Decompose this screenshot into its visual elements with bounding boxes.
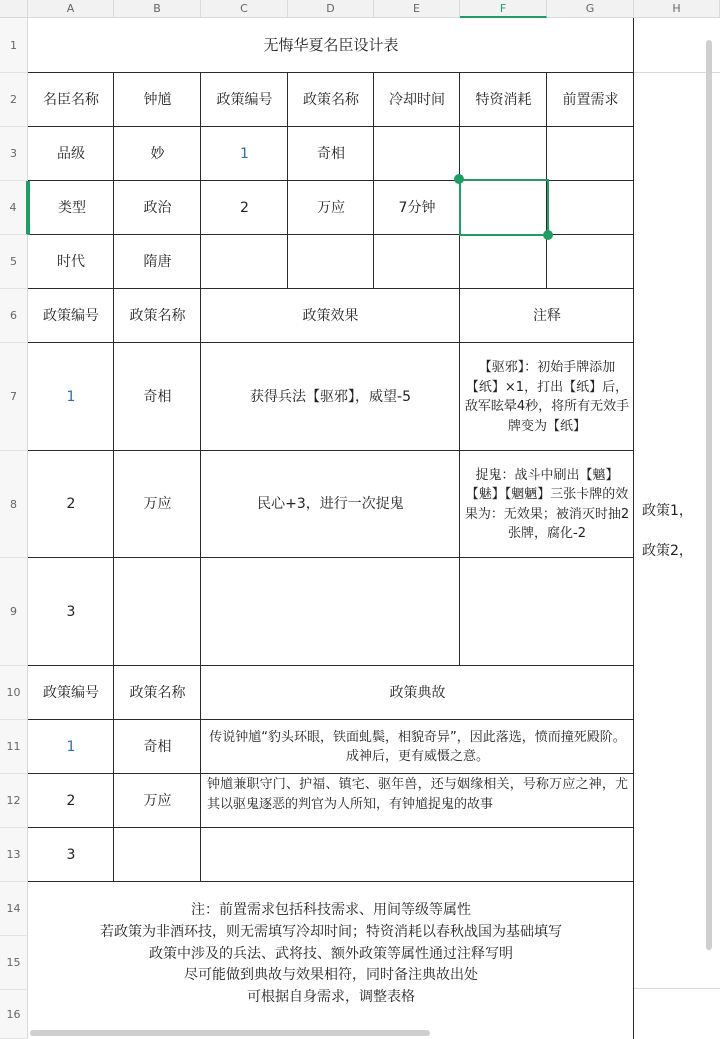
row-header-13[interactable]: 13 — [0, 828, 28, 882]
policy-2-note[interactable]: 捉鬼：战斗中刷出【魑】【魅】【魍魉】三张卡牌的效果为：无效果；被消灭时抽2张牌，腐化-2 — [464, 467, 630, 541]
cell-c3[interactable]: 1 — [240, 145, 249, 162]
cell-a10[interactable]: 政策编号 — [43, 684, 99, 701]
selected-cell-f4[interactable] — [459, 179, 549, 236]
cell-d3[interactable]: 奇相 — [317, 145, 345, 162]
cell-g2[interactable]: 前置需求 — [562, 91, 619, 108]
policy-3-effect[interactable] — [201, 558, 460, 666]
row-header-16[interactable]: 16 — [0, 990, 28, 1039]
cell-a5[interactable]: 时代 — [57, 253, 85, 270]
column-header-b[interactable]: B — [114, 0, 201, 18]
lore-2-text[interactable]: 钟馗兼职守门、护福、镇宅、驱年兽，还与姻缘相关，号称万应之神，尤其以驱鬼逐恶的判官为人所知，有钟馗捉鬼的故事 — [207, 777, 628, 812]
policy-2-number[interactable]: 2 — [66, 496, 76, 513]
row-header-15[interactable]: 15 — [0, 936, 28, 990]
row-header-2[interactable]: 2 — [0, 73, 28, 127]
selection-handle-bottom-right[interactable] — [543, 230, 553, 240]
policy-3-number[interactable]: 3 — [66, 603, 76, 620]
cell-f2[interactable]: 特资消耗 — [475, 91, 532, 108]
cell-h8-text-2[interactable]: 政策2， — [642, 543, 693, 559]
corner-cell[interactable] — [0, 0, 28, 18]
note-line-1: 注：前置需求包括科技需求、用间等级等属性 — [191, 902, 471, 919]
note-line-4: 尽可能做到典故与效果相符，同时备注典故出处 — [184, 967, 478, 984]
cell-b2[interactable]: 钟馗 — [143, 91, 172, 108]
sheet-title[interactable]: 无悔华夏名臣设计表 — [263, 35, 399, 54]
row-header-6[interactable]: 6 — [0, 289, 28, 343]
row-header-9[interactable]: 9 — [0, 558, 28, 666]
cell-h8-text-1[interactable]: 政策1， — [642, 503, 693, 519]
column-header-d[interactable]: D — [288, 0, 374, 18]
cell-d4[interactable]: 万应 — [317, 199, 345, 216]
lore-3-name[interactable] — [114, 828, 201, 882]
lore-1-number[interactable]: 1 — [66, 738, 76, 755]
column-header-e[interactable]: E — [374, 0, 460, 18]
cell-c2[interactable]: 政策编号 — [216, 91, 273, 108]
row-header-11[interactable]: 11 — [0, 720, 28, 774]
cell-e2[interactable]: 冷却时间 — [389, 91, 445, 108]
row-header-5[interactable]: 5 — [0, 235, 28, 289]
cell-a3[interactable]: 品级 — [57, 145, 85, 162]
row-header-14[interactable]: 14 — [0, 882, 28, 936]
cell-c6-merged[interactable]: 政策效果 — [302, 307, 359, 324]
cell-a6[interactable]: 政策编号 — [43, 307, 99, 324]
lore-2-number[interactable]: 2 — [66, 792, 76, 809]
cell-b3[interactable]: 妙 — [150, 145, 165, 162]
lore-3-text[interactable] — [201, 828, 634, 882]
column-header-h[interactable]: H — [634, 0, 720, 18]
row-header-7[interactable]: 7 — [0, 343, 28, 451]
lore-2-name[interactable]: 万应 — [143, 792, 172, 809]
lore-1-name[interactable]: 奇相 — [143, 738, 172, 755]
cell-b10[interactable]: 政策名称 — [129, 684, 186, 701]
cell-a4[interactable]: 类型 — [28, 181, 114, 235]
column-header-f[interactable]: F — [460, 0, 547, 18]
column-header-g[interactable]: G — [547, 0, 634, 18]
row-header-8[interactable]: 8 — [0, 451, 28, 558]
policy-1-number[interactable]: 1 — [66, 388, 76, 405]
horizontal-scrollbar[interactable] — [30, 1030, 430, 1036]
cell-f6-merged[interactable]: 注释 — [533, 307, 561, 324]
vertical-scrollbar[interactable] — [706, 40, 712, 950]
cell-b4[interactable]: 政治 — [143, 199, 172, 216]
cell-b6[interactable]: 政策名称 — [129, 307, 186, 324]
row-header-12[interactable]: 12 — [0, 774, 28, 828]
cell-c10-merged[interactable]: 政策典故 — [389, 684, 446, 701]
notes-cell[interactable] — [28, 882, 634, 1039]
policy-1-effect[interactable]: 获得兵法【驱邪】，威望-5 — [250, 388, 411, 405]
policy-2-effect[interactable]: 民心+3，进行一次捉鬼 — [257, 496, 404, 513]
policy-3-name[interactable] — [114, 558, 201, 666]
lore-1-text[interactable]: 传说钟馗“豹头环眼，铁面虬鬓，相貌奇异”，因此落选，愤而撞死殿阶。成神后，更有威慑之意。 — [209, 729, 626, 764]
column-header-c[interactable]: C — [201, 0, 288, 18]
cell-c4[interactable]: 2 — [240, 199, 249, 216]
policy-1-name[interactable]: 奇相 — [143, 388, 172, 405]
note-line-3: 政策中涉及的兵法、武将技、额外政策等属性通过注释写明 — [149, 945, 513, 962]
column-header-a[interactable]: A — [28, 0, 114, 18]
cell-a2[interactable]: 名臣名称 — [43, 91, 99, 108]
policy-1-note[interactable]: 【驱邪】：初始手牌添加【纸】×1，打出【纸】后，敌军眩晕4秒，将所有无效手牌变为【纸】 — [464, 360, 630, 434]
cell-d2[interactable]: 政策名称 — [303, 91, 359, 108]
selection-handle-top-left[interactable] — [454, 174, 464, 184]
cell-e4[interactable]: 7分钟 — [398, 199, 436, 216]
cell-b5[interactable]: 隋唐 — [143, 253, 172, 270]
row-header-4[interactable]: 4 — [0, 181, 28, 235]
row-header-3[interactable]: 3 — [0, 127, 28, 181]
lore-3-number[interactable]: 3 — [66, 846, 76, 863]
note-line-2: 若政策为非酒环技，则无需填写冷却时间；特资消耗以春秋战国为基础填写 — [100, 923, 562, 940]
policy-3-note[interactable] — [460, 558, 634, 666]
row-header-10[interactable]: 10 — [0, 666, 28, 720]
row-header-1[interactable]: 1 — [0, 18, 28, 73]
policy-2-name[interactable]: 万应 — [143, 496, 172, 513]
note-line-5: 可根据自身需求，调整表格 — [247, 989, 415, 1006]
